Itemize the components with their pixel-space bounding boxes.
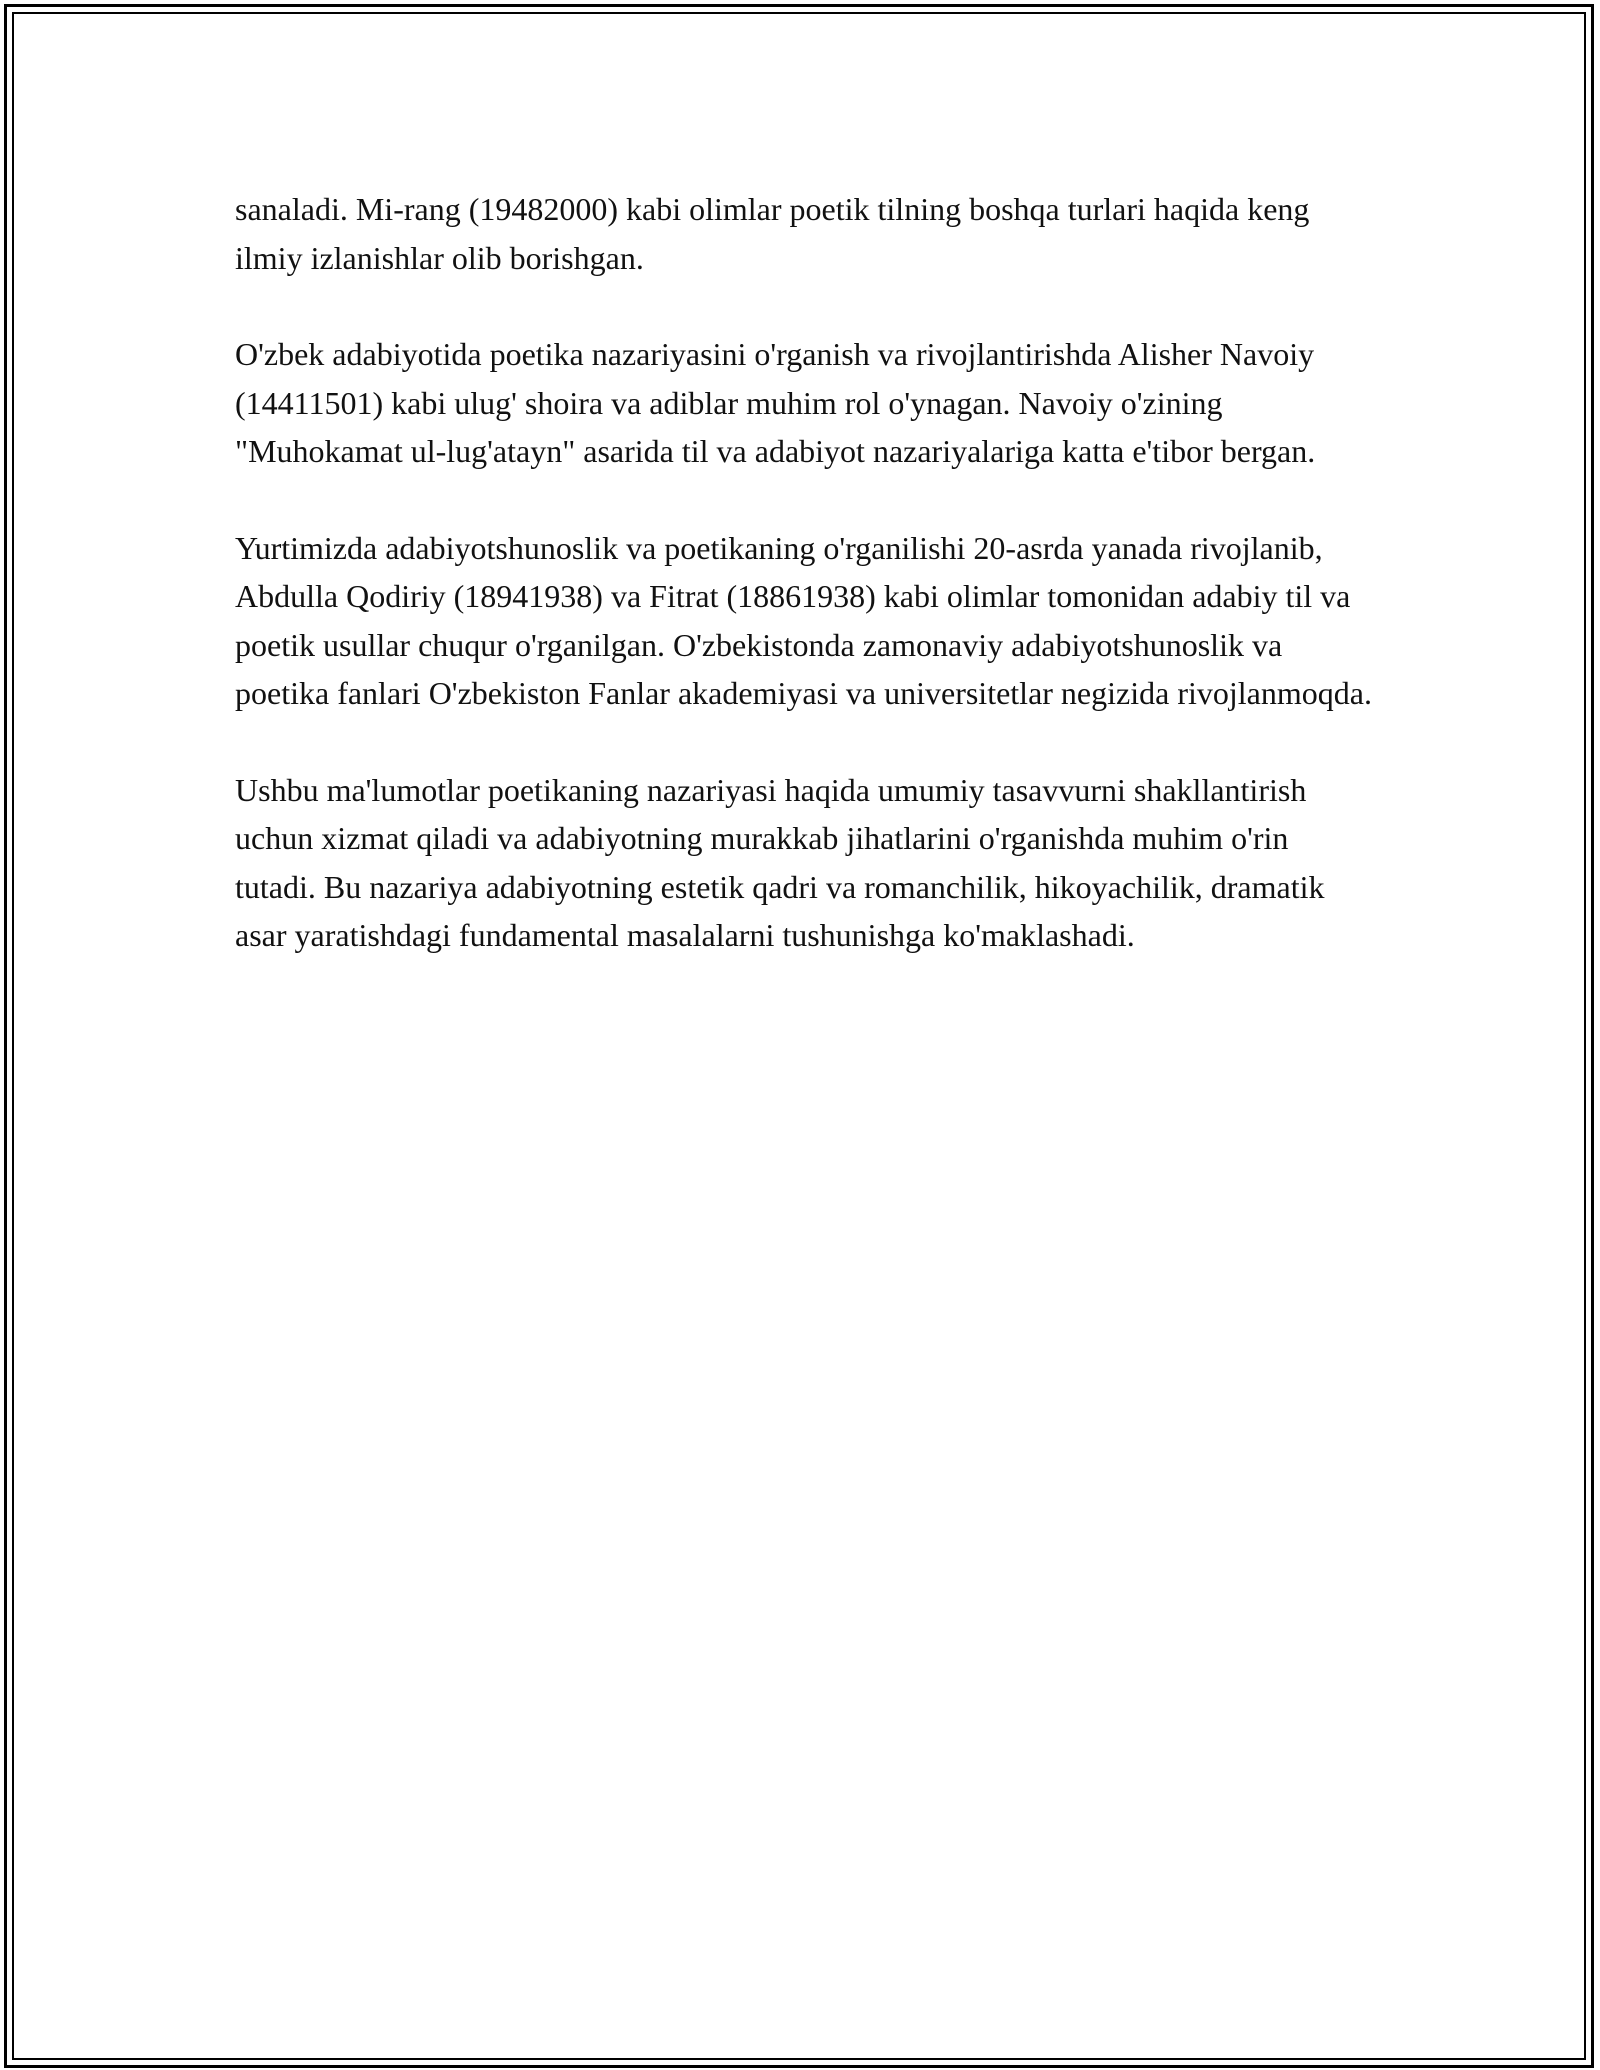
document-body <box>235 185 1375 960</box>
paragraph-4: Ushbu ma'lumotlar poetikaning nazariyasi haqida umumiy tasavvurni shakllantirish uchun xizmat qiladi va adabiyotning murakkab jihatlarini o'rganishda muhim o'rin tutadi. Bu nazariya adabiyotning estetik qadri va romanchilik, hikoyachilik, dramatik asar yaratishdagi fundamental masalalarni tushunishga ko'maklashadi. <box>235 771 1325 953</box>
paragraph-1: sanaladi. Mi-rang (19482000) kabi olimlar poetik tilning boshqa turlari haqida keng ilmiy izlanishlar olib borishgan. <box>235 191 1310 276</box>
paragraph-2: O'zbek adabiyotida poetika nazariyasini o'rganish va rivojlantirishda Alisher Navoiy (14411501) kabi ulug' shoira va adiblar muhim rol o'ynagan. Navoiy o'zining "Muhokamat ul-lug'atayn" asarida til va adabiyot nazariyalariga katta e'tibor bergan. <box>235 336 1316 469</box>
paragraph-3: Yurtimizda adabiyotshunoslik va poetikaning o'rganilishi 20-asrda yanada rivojlanib, Abdulla Qodiriy (18941938) va Fitrat (18861938) kabi olimlar tomonidan adabiy til va poetik usullar chuqur o'rganilgan. O'zbekistonda zamonaviy adabiyotshunoslik va poetika fanlari O'zbekiston Fanlar akademiyasi va universitetlar negizida rivojlanmoqda. <box>235 529 1372 711</box>
